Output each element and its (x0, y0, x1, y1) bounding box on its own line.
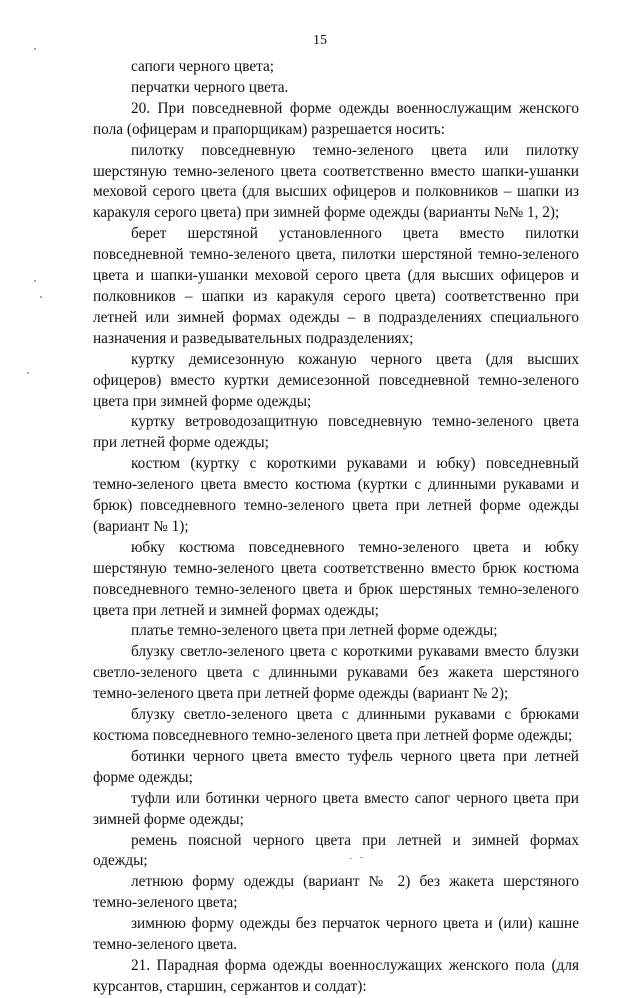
page-number: 15 (313, 33, 327, 48)
scan-speck (360, 857, 363, 858)
document-body (93, 57, 579, 998)
scan-speck (27, 372, 29, 374)
scan-speck (350, 858, 352, 859)
paragraph-shoes: туфли или ботинки черного цвета вместо сапог черного цвета при зимней форме одежды; (93, 789, 579, 828)
paragraph-item-21: 21. Парадная форма одежды военнослужащих женского пола (для курсантов, старшин, сержантов и солдат): (93, 956, 579, 995)
paragraph-suit: костюм (куртку с короткими рукавами и юбку) повседневный темно-зеленого цвета вместо костюма (куртки с длинными рукавами и брюк) повседневного темно-зеленого цвета при летней форме одежды (вариант № 1); (93, 455, 579, 535)
paragraph-gloves: перчатки черного цвета. (131, 78, 289, 96)
paragraph-windproof-jacket: куртку ветроводозащитную повседневную темно-зеленого цвета при летней форме одежды; (93, 413, 579, 452)
paragraph-dress: платье темно-зеленого цвета при летней форме одежды; (131, 622, 498, 640)
paragraph-summer-uniform: летнюю форму одежды (вариант № 2) без жакета шерстяного темно-зеленого цвета; (93, 873, 579, 912)
paragraph-winter-uniform: зимнюю форму одежды без перчаток черного цвета и (или) кашне темно-зеленого цвета. (93, 915, 579, 954)
paragraph-blouse-long: блузку светло-зеленого цвета с длинными рукавами с брюками костюма повседневного темно-зеленого цвета при летней форме одежды; (93, 706, 579, 744)
scan-speck (40, 296, 42, 298)
scan-speck (34, 280, 36, 282)
paragraph-ankle-boots: ботинки черного цвета вместо туфель черного цвета при летней форме одежды; (93, 747, 579, 786)
paragraph-beret: берет шерстяной установленного цвета вместо пилотки повседневной темно-зеленого цвета, пилотки шерстяной темно-зеленого цвета и шапки-ушанки меховой серого цвета (для высших офицеров и полковников – шапки из каракуля серого цвета) соответственно при летней или зимней формах одежды – в подразделениях специального назначения и разведывательных подразделениях; (93, 225, 579, 347)
scan-speck (34, 48, 36, 50)
paragraph-pilotka: пилотку повседневную темно-зеленого цвета или пилотку шерстяную темно-зеленого цвета соответственно вместо шапки-ушанки меховой серого цвета (для высших офицеров и полковников – шапки из каракуля серого цвета) при зимней форме одежды (варианты №№ 1, 2); (93, 141, 579, 222)
paragraph-belt: ремень поясной черного цвета при летней и зимней формах одежды; (93, 831, 579, 870)
paragraph-skirt: юбку костюма повседневного темно-зеленого цвета и юбку шерстяную темно-зеленого цвета соответственно вместо брюк костюма повседневного темно-зеленого цвета и брюк шерстяных темно-зеленого цвета при летней и зимней формах одежды; (93, 538, 579, 619)
paragraph-item-20: 20. При повседневной форме одежды военнослужащим женского пола (офицерам и прапорщикам) разрешается носить: (93, 99, 579, 138)
paragraph-blouse-short: блузку светло-зеленого цвета с короткими рукавами вместо блузки светло-зеленого цвета с длинными рукавами без жакета шерстяного темно-зеленого цвета при летней форме одежды (вариант № 2); (93, 643, 579, 703)
paragraph-boots: сапоги черного цвета; (131, 58, 275, 75)
paragraph-leather-jacket: куртку демисезонную кожаную черного цвета (для высших офицеров) вместо куртки демисезонной повседневной темно-зеленого цвета при зимней форме одежды; (93, 350, 579, 410)
